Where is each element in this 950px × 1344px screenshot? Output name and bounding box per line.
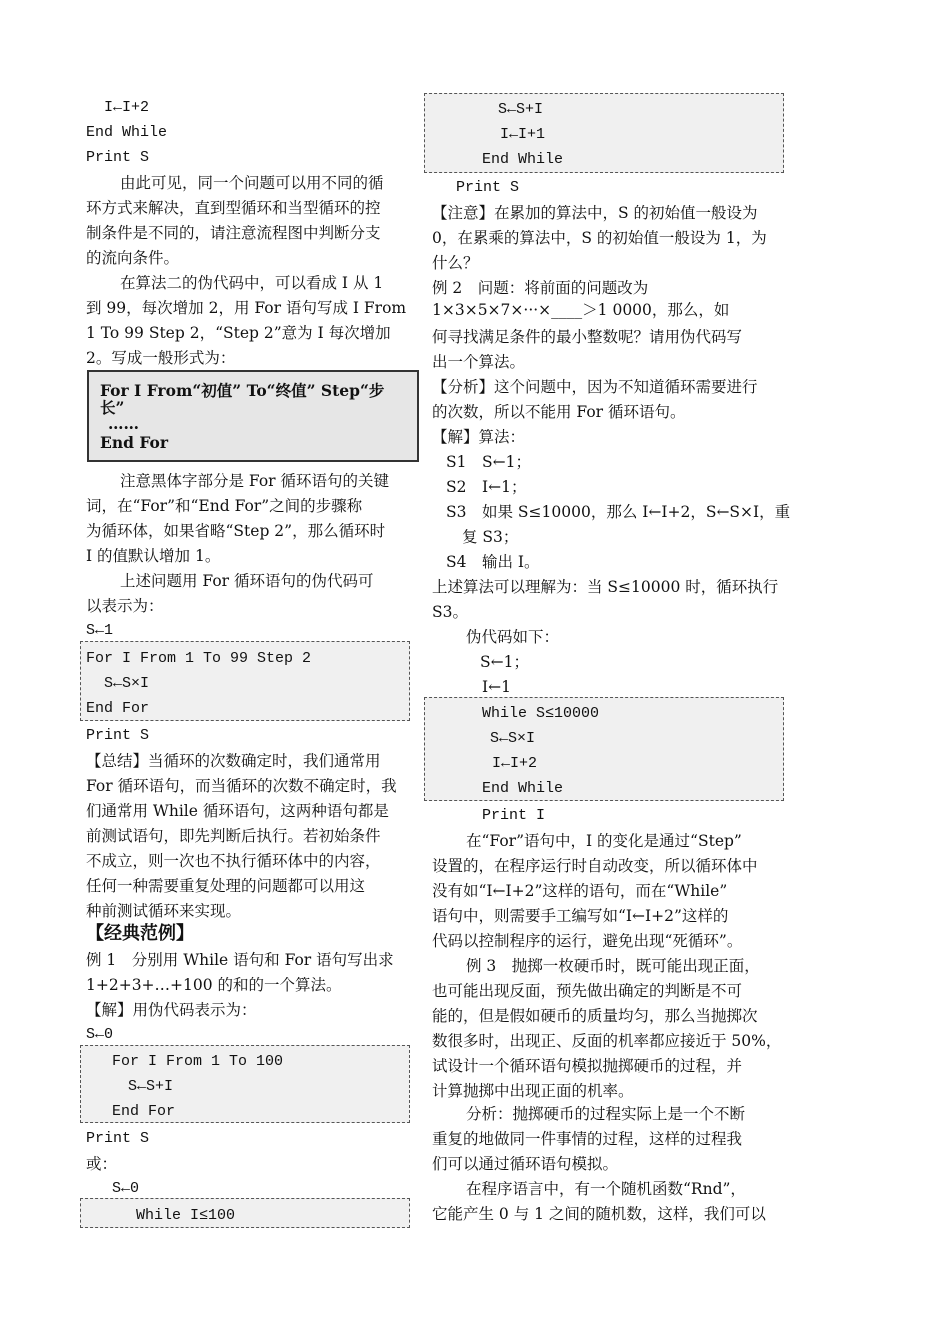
right-line: 什么？ bbox=[432, 254, 479, 272]
right-line: 1×3×5×7×···×____＞1 0000，那么，如 bbox=[432, 301, 730, 319]
right-line: S←1； bbox=[480, 653, 529, 671]
left-line: 以表示为： bbox=[86, 597, 164, 615]
right-line: 也可能出现反面，预先做出确定的判断是不可 bbox=[432, 982, 743, 1000]
left-line: End For bbox=[100, 433, 168, 452]
right-line: 【分析】这个问题中，因为不知道循环需要进行 bbox=[432, 378, 758, 396]
right-line: 数很多时，出现正、反面的机率都应接近于 50%， bbox=[432, 1032, 782, 1050]
right-line: 在程序语言中，有一个随机函数“Rnd”， bbox=[466, 1180, 746, 1198]
left-line: 制条件是不同的，请注意流程图中判断分支 bbox=[86, 224, 381, 242]
right-line: 复 S3； bbox=[462, 528, 519, 546]
left-line: I←I+2 bbox=[104, 99, 150, 116]
left-line: S←0 bbox=[112, 1180, 140, 1197]
right-line: 例 3 抛掷一枚硬币时，既可能出现正面， bbox=[466, 957, 760, 975]
left-line: 词，在“For”和“End For”之间的步骤称 bbox=[86, 497, 363, 515]
right-line: S1 S←1； bbox=[446, 453, 531, 471]
left-line: 1+2+3+…+100 的和的一个算法。 bbox=[86, 976, 342, 994]
left-line: Print S bbox=[86, 149, 150, 166]
left-line: …… bbox=[108, 414, 139, 433]
left-line: 由此可见，同一个问题可以用不同的循 bbox=[120, 174, 384, 192]
left-line: End For bbox=[112, 1103, 176, 1120]
left-line: For I From 1 To 99 Step 2 bbox=[86, 650, 312, 667]
left-line: S←S+I bbox=[128, 1078, 174, 1095]
left-line: 环方式来解决，直到型循环和当型循环的控 bbox=[86, 199, 381, 217]
left-line: 长” bbox=[100, 398, 125, 417]
right-line: S2 I←1； bbox=[446, 478, 527, 496]
right-line: 能的，但是假如硬币的质量均匀，那么当抛掷次 bbox=[432, 1007, 758, 1025]
left-line: I 的值默认增加 1。 bbox=[86, 547, 221, 565]
right-line: I←I+2 bbox=[492, 755, 538, 772]
left-line: 前测试语句，即先判断后执行。若初始条件 bbox=[86, 827, 381, 845]
left-line: For I From“初值” To“终值” Step“步 bbox=[100, 381, 385, 400]
right-line: 0，在累乘的算法中，S 的初始值一般设为 1，为 bbox=[432, 229, 767, 247]
right-line: End While bbox=[482, 151, 564, 168]
left-line: 【解】用伪代码表示为： bbox=[86, 1001, 257, 1019]
right-line: S←S+I bbox=[498, 101, 544, 118]
left-line: 【总结】当循环的次数确定时，我们通常用 bbox=[86, 752, 381, 770]
right-line: 【解】算法： bbox=[432, 428, 526, 446]
left-line: 在算法二的伪代码中，可以看成 I 从 1 bbox=[120, 274, 384, 292]
left-line: Print S bbox=[86, 727, 150, 744]
left-line: Print S bbox=[86, 1130, 150, 1147]
right-line: Print I bbox=[482, 807, 546, 824]
right-line: 设置的，在程序运行时自动改变，所以循环体中 bbox=[432, 857, 758, 875]
right-line: S3。 bbox=[432, 603, 468, 621]
left-line: 不成立，则一次也不执行循环体中的内容， bbox=[86, 852, 381, 870]
left-line: 1 To 99 Step 2，“Step 2”意为 I 每次增加 bbox=[86, 324, 391, 342]
right-line: 分析：抛掷硬币的过程实际上是一个不断 bbox=[466, 1105, 746, 1123]
right-line: 计算抛掷中出现正面的机率。 bbox=[432, 1082, 634, 1100]
right-line: I←I+1 bbox=[500, 126, 546, 143]
right-line: S3 如果 S≤10000，那么 I←I+2，S←S×I，重 bbox=[446, 503, 791, 521]
left-line: 们通常用 While 循环语句，这两种语句都是 bbox=[86, 802, 389, 820]
left-line: End For bbox=[86, 700, 150, 717]
right-line: 的次数，所以不能用 For 循环语句。 bbox=[432, 403, 686, 421]
right-line: End While bbox=[482, 780, 564, 797]
right-line: 重复的地做同一件事情的过程，这样的过程我 bbox=[432, 1130, 743, 1148]
left-line: 2。写成一般形式为： bbox=[86, 349, 236, 367]
left-line: End While bbox=[86, 124, 168, 141]
left-line: S←1 bbox=[86, 622, 114, 639]
right-line: 何寻找满足条件的最小整数呢？请用伪代码写 bbox=[432, 328, 743, 346]
left-line: 种前测试循环来实现。 bbox=[86, 902, 242, 920]
left-line: S←0 bbox=[86, 1026, 114, 1043]
left-line: 上述问题用 For 循环语句的伪代码可 bbox=[120, 572, 374, 590]
right-line: S←S×I bbox=[490, 730, 536, 747]
right-line: 试设计一个循环语句模拟抛掷硬币的过程，并 bbox=[432, 1057, 743, 1075]
left-line: 或： bbox=[86, 1155, 118, 1173]
left-line: 为循环体，如果省略“Step 2”，那么循环时 bbox=[86, 522, 386, 540]
right-line: 在“For”语句中，I 的变化是通过“Step” bbox=[466, 832, 742, 850]
right-line: While S≤10000 bbox=[482, 705, 600, 722]
right-line: 它能产生 0 与 1 之间的随机数，这样，我们可以 bbox=[432, 1205, 766, 1223]
right-line: 没有如“I←I+2”这样的语句，而在“While” bbox=[432, 882, 728, 900]
right-line: 代码以控制程序的运行，避免出现“死循环”。 bbox=[432, 932, 743, 950]
left-line: 【经典范例】 bbox=[86, 923, 194, 944]
left-line: 注意黑体字部分是 For 循环语句的关键 bbox=[120, 472, 390, 490]
left-line: 任何一种需要重复处理的问题都可以用这 bbox=[86, 877, 366, 895]
right-line: 例 2 问题：将前面的问题改为 bbox=[432, 279, 649, 297]
right-line: 们可以通过循环语句模拟。 bbox=[432, 1155, 619, 1173]
right-column bbox=[432, 0, 791, 1344]
right-line: 出一个算法。 bbox=[432, 353, 526, 371]
left-line: While I≤100 bbox=[136, 1207, 236, 1224]
right-line: 伪代码如下： bbox=[466, 628, 560, 646]
left-line: S←S×I bbox=[104, 675, 150, 692]
left-line: For 循环语句，而当循环的次数不确定时，我 bbox=[86, 777, 397, 795]
right-line: S4 输出 I。 bbox=[446, 553, 540, 571]
right-line: 语句中，则需要手工编写如“I←I+2”这样的 bbox=[432, 907, 729, 925]
right-line: Print S bbox=[456, 179, 520, 196]
right-line: 上述算法可以理解为：当 S≤10000 时，循环执行 bbox=[432, 578, 779, 596]
left-line: 到 99，每次增加 2，用 For 语句写成 I From bbox=[86, 299, 407, 317]
left-line: 例 1 分别用 While 语句和 For 语句写出求 bbox=[86, 951, 394, 969]
right-line: 【注意】在累加的算法中，S 的初始值一般设为 bbox=[432, 204, 758, 222]
right-line: I←1 bbox=[482, 678, 511, 696]
left-column bbox=[86, 0, 416, 1344]
left-line: For I From 1 To 100 bbox=[112, 1053, 284, 1070]
left-line: 的流向条件。 bbox=[86, 249, 180, 267]
